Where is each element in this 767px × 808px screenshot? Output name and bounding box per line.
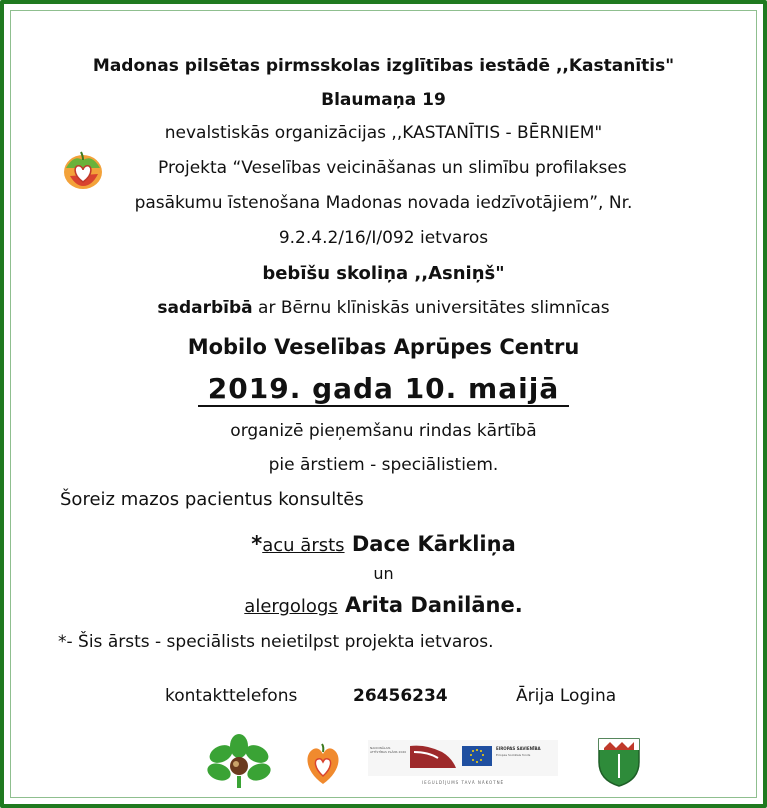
slogan: IEGULDĪJUMS TAVĀ NĀKOTNĒ [421,780,505,785]
doctor-2-name: Arita Danilāne. [337,593,523,617]
contact-phone: 26456234 [353,686,448,706]
header-line-organization: nevalstiskās organizācijas ,,KASTANĪTIS - BĒRNIEM" [164,123,603,143]
contact-label: kontakttelefons [165,686,298,706]
doctor-2-role: alergologs [244,596,338,617]
header-line-institution: Madonas pilsētas pirmsskolas izglītības iestādē ,,Kastanītis" [92,56,675,76]
and-word: un [373,564,394,583]
cooperation-line [0,298,767,318]
center-name: Mobilo Veselības Aprūpes Centru [187,335,580,359]
school-name: bebīšu skoliņa ,,Asniņš" [262,263,505,284]
apple-heart-logo-icon [60,146,106,192]
consult-intro: Šoreiz mazos pacientus konsultēs [60,489,364,510]
doctor-1-role: acu ārsts [262,535,345,556]
doctor-2-line [0,593,767,617]
eu-funds-banner [368,740,558,776]
cooperation-rest: ar Bērnu klīniskās universitātes slimnīcas [252,298,610,318]
header-line-address: Blaumaņa 19 [321,90,446,110]
header-line-project-cont: pasākumu īstenošana Madonas novada iedzīvotājiem”, Nr. [134,193,633,213]
doctor-1-name: Dace Kārkliņa [344,532,516,556]
event-date [0,372,767,405]
eu-flag-icon [462,746,492,766]
header-line-project-number: 9.2.4.2/16/I/092 ietvaros [278,228,489,248]
cooperation-bold: sadarbībā [157,298,253,318]
event-description-1: organizē pieņemšanu rindas kārtībā [230,421,537,441]
event-description-2: pie ārstiem - speciālistiem. [268,455,499,475]
doctor-1-line [0,532,767,556]
event-date-text: 2019. gada 10. maijā [198,372,569,407]
chestnut-leaf-logo-icon [205,734,273,790]
madona-coat-of-arms-icon [596,736,642,788]
contact-person: Ārija Logina [516,686,617,706]
eu-text: EIROPAS SAVIENĪBA [496,746,541,751]
heart-apple-logo-icon [302,742,344,786]
header-line-project: Projekta “Veselības veicināšanas un slimību profilakses [158,158,627,178]
doctor-1-star: * [251,532,263,556]
nap-text: NACIONĀLAIS ATTĪSTĪBAS PLĀNS 2020 [370,746,407,754]
eu-sub-text: Eiropas Sociālais fonds [496,753,531,757]
footnote: *- Šis ārsts - speciālists neietilpst projekta ietvaros. [58,632,494,652]
